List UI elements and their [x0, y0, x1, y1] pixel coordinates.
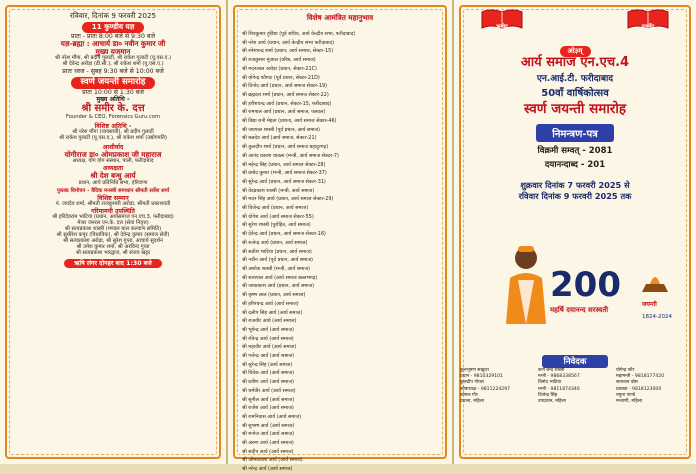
invitee-row: श्री गजेन्द्र आर्य (आर्य समाज): [242, 353, 295, 360]
contact-entry: प्रवक्ता - 9818123000: [616, 386, 662, 392]
logo-200: 200: [550, 265, 621, 305]
invitee-row: श्री ब्रह्मदत्त शर्मा (प्रधान, आर्य समाज सेक्टर-22): [242, 91, 329, 98]
chief-guest-title: Founder & CEO, Forensics Guru.com: [65, 113, 161, 120]
dayanandabd: दयानन्दाब्द - 201: [544, 160, 606, 171]
book-left-label: ऋग्वेद: [496, 24, 508, 30]
invitee-row: श्री राजवीर आर्य (आर्य समाज): [242, 318, 297, 325]
havan-kund-icon: [638, 272, 672, 296]
vikram-samvat: विक्रमी सम्वत् - 2081: [537, 146, 613, 157]
invitees-panel: [228, 0, 454, 473]
invitee-list: [242, 30, 438, 474]
yajna-heading: 11 कुण्डीय यज्ञ: [82, 22, 145, 32]
invitee-row: श्री दलीप सिंह आर्य (आर्य समाज): [242, 309, 303, 316]
schedule-column: [12, 10, 214, 454]
invitee-row: श्री सुभाष आर्य (आर्य समाज): [242, 422, 295, 429]
contact-entry: यमुना पाण्डे: [616, 392, 636, 398]
presence-line-4: श्री सुधीरेश कपूर (विधायिक), श्री देवेन्द्र कुमार (समाज सेवी): [56, 231, 170, 238]
yajman-line-2: श्री देवेन्द्र अरोड़ा (डी.सी.), श्री राकेश शर्मा (यू.एस.ए.): [62, 61, 164, 68]
anniversary-title: 50वाँ वार्षिकोत्सव: [541, 88, 609, 100]
nivedak-heading: निवेदक: [542, 355, 609, 368]
invitee-row: श्री महेन्द्र सिंह (प्रधान, आर्य समाज सेक्टर-28): [242, 161, 326, 168]
presence-line-5: श्री सत्यप्रकाश अरोड़ा, श्री सुरेश गुप्ता, आचार्य सुदर्शन: [63, 237, 163, 244]
org-subtitle: एन.आई.टी. फरीदाबाद: [536, 73, 614, 84]
contact-entry: मन्त्री - 9868338567: [538, 374, 580, 380]
invitee-row: श्री राजकुमार मुंजाल (वरिष्ठ, आर्य समाज): [242, 57, 316, 64]
dates-line-2: रविवार दिनांक 9 फरवरी 2025 तक: [518, 191, 632, 202]
president-title: प्रधान, आर्य प्रतिनिधि सभा, हरियाणा: [78, 179, 148, 186]
special-honour-heading: विशिष्ट सम्मान: [97, 194, 129, 202]
invitee-row: श्री मदन सिंह आर्य (प्रधान, आर्य समाज सेक्टर-29): [242, 196, 334, 203]
invitee-row: श्री रविन्द्र आर्य (आर्य समाज): [242, 335, 294, 342]
invitee-row: श्री सतीश भाटिया (प्रधान, आर्य समाज): [242, 248, 312, 255]
presence-line-6: श्री उमेश कुमार शर्मा, श्री अरविन्द गुप्ता: [76, 243, 150, 250]
presence-line-3: श्री सत्यप्रकाश शास्त्री (मण्डल बाल कल्याण समिति): [64, 225, 162, 232]
invitee-row: श्री ओमप्रकाश आर्य (आर्य समाज): [242, 457, 303, 464]
invitee-row: श्री योगेश आर्य (आर्य समाज सेक्टर-55): [242, 213, 314, 220]
invitee-row: श्री सुरेन्द्र सिंह (आर्य समाज): [242, 361, 293, 368]
swarna-heading: स्वर्ण जयन्ती समारोह: [71, 77, 156, 89]
dhwaja-time: प्रातः ध्वज - सुबह 9:30 बजे से 10:00 बजे: [62, 68, 164, 76]
invitee-row: श्री कृष्ण लाल (प्रधान, आर्य समाज): [242, 292, 306, 299]
swami-dayanand-portrait: [496, 240, 556, 324]
bicentenary-logo: [550, 265, 680, 338]
invitee-row: श्री सुरेश शास्त्री (पुरोहित, आर्य समाज): [242, 222, 311, 229]
invitation-badge: निमन्त्रण-पत्र: [536, 124, 613, 142]
invitees-heading: विशेष आमंत्रित महानुभाव: [306, 13, 374, 22]
special-guest-line-1: श्री नरेश मौंगा (व्यवसायी), श्री प्रदीप गुलाटी: [72, 129, 154, 136]
contact-entry: प्रधान - 9810329101: [460, 374, 503, 380]
invitee-row: श्री अशोक शास्त्री (मन्त्री, आर्य समाज): [242, 265, 310, 272]
special-honour-line: पं. जयदेव शर्मा, श्रीमती राजकुमारी अरोड़ा, श्रीमती प्रकाशवती: [55, 200, 171, 207]
invitee-row: श्री वेदप्रकाश शास्त्री (मन्त्री, आर्य समाज): [242, 187, 315, 194]
invitee-row: श्री रमेशचन्द्र शर्मा (प्रधान, आर्य समाज, सेक्टर-15): [242, 48, 334, 55]
contact-entry: महामन्त्री - 9818177420: [616, 374, 665, 380]
yajna-time: प्रातः - प्रातः 8:00 बजे से 9:30 बजे: [70, 32, 156, 40]
invitee-row: श्री रामनिवास आर्य (आर्य समाज): [242, 413, 302, 420]
invitee-row: श्री शिवकुमार हुडिया (पूर्व सचिव, आर्य केन्द्रीय सभा, फरीदाबाद): [242, 31, 356, 37]
contacts-block: [460, 368, 690, 405]
contact-entry: विजेन्द्र सिंह: [538, 392, 558, 398]
langar-banner: ऋषि लंगर दोपहर बाद 1:30 बजे: [64, 259, 162, 268]
invitee-row: श्री प्रमोद कुमार (मन्त्री, आर्य समाज सेक्टर-37): [242, 170, 327, 177]
invitee-row: श्री भूपेन्द्र आर्य (आर्य समाज): [242, 326, 294, 333]
presence-heading: गरिमामयी उपस्थिति: [91, 207, 135, 215]
invitee-row: श्री विद्या रानी मेहता (प्रधाना, आर्य समाज सेक्टर-46): [242, 118, 337, 125]
invitee-row: श्री बलदेव आर्य (आर्य समाज, सेक्टर-21): [242, 135, 317, 142]
invitee-row: श्री रामपाल आर्य (प्रधान, आर्य समाज, पलवल): [242, 109, 326, 116]
chief-guest-heading: मुख्य अतिथि -: [96, 96, 130, 104]
invitee-row: श्री राजेन्द्र आर्य (प्रधान, आर्य समाज): [242, 239, 308, 246]
invitee-row: श्री अरुण आर्य (आर्य समाज): [242, 440, 294, 447]
contact-entry: कोमल गौर: [460, 392, 478, 398]
logo-line-2: जयन्ती: [642, 301, 657, 308]
invitee-row: श्री योगेन्द्र फौगाट (पूर्व प्रधान, सेक्टर-21D): [242, 74, 320, 81]
invitee-row: श्री राजेश आर्य (आर्य समाज): [242, 405, 294, 412]
logo-line-1: महर्षि दयानन्द सरस्वती: [550, 306, 609, 314]
blessing-title: अध्यक्ष, योग योग संस्थान, पाली, फरीदाबाद: [72, 158, 154, 165]
invitee-row: श्री कुलदीप शर्मा (प्रधान, आर्य समाज बहादुरगढ़): [242, 144, 329, 151]
special-guest-heading: विशिष्ट अतिथि -: [94, 122, 132, 130]
invitee-row: श्री संदीप आर्य (आर्य समाज): [242, 448, 294, 455]
contact-entry: कर्ण चन्द शास्त्री: [538, 368, 565, 373]
contact-entry: मन्त्री - 9811874346: [538, 386, 580, 392]
invitee-row: श्री जयप्रकाश आर्य (प्रधान, आर्य समाज): [242, 283, 315, 290]
contact-entry: सत्यवान बोस: [616, 380, 638, 386]
contact-entry: कोषाध्यक्ष - 9811224297: [460, 386, 511, 392]
blessing-name: योगीराज डा० ओमप्रकाश जी महाराज: [64, 150, 162, 160]
invitee-row: श्री हरिश्चन्द्र आर्य (आर्य समाज): [242, 300, 299, 307]
book-right-label: यजुर्वेद: [641, 24, 655, 30]
contact-entry: कुलभूषण सखूजा: [460, 368, 489, 373]
invitee-row: श्री विजेन्द्र आर्य (प्रधान, आर्य समाज): [242, 205, 309, 212]
cover-panel: [454, 0, 696, 464]
presence-line-1: श्री हरिदेवराम भाटिया (प्रधान, आर्यसमाज एन.एच.3, फरीदाबाद): [52, 213, 174, 220]
invitee-row: श्री प्रवीण आर्य (आर्य समाज): [242, 379, 294, 386]
invitee-row: श्री नरेश आर्य (प्रधान, आर्य केन्द्रीय सभा फरीदाबाद): [242, 39, 334, 46]
president-name: श्री देश बन्धु आर्य: [90, 171, 136, 181]
special-guest-line-2: श्री राकेश गुलाटी (यू.एस.ए.), श्री राकेश शर्मा (उद्योगपति): [59, 135, 167, 141]
invitee-row: श्री जयपाल शास्त्री (पूर्व प्रधान, आर्य समाज): [242, 126, 320, 133]
invitee-row: श्री मदनलाल अरोड़ा (प्रधान, सेक्टर-21C): [242, 65, 317, 72]
golden-jubilee-title: स्वर्ण जयन्ती समारोह: [524, 100, 626, 117]
swarna-time: प्रातः 10:00 से 1:30 बजे: [82, 89, 144, 97]
contact-entry: मन्त्राणी, महिला: [616, 399, 643, 405]
om-badge: ओ३म्: [560, 46, 591, 57]
invitee-row: श्री धर्मवीर आर्य (आर्य समाज): [242, 387, 296, 394]
book-release: पुस्तक विमोचन - वैदिक मनस्वी समाधान श्रीमती सर्वेश शर्मा: [56, 187, 170, 194]
yajman-heading: मुख्य यजमान: [95, 46, 131, 56]
blessing-heading: आशीर्वाद: [102, 143, 124, 151]
presence-line-7: श्री सत्यप्रकाश भारद्वाज, श्री संजय खट्टर: [75, 249, 151, 256]
org-title: आर्य समाज एन.एच.4: [520, 55, 630, 70]
contact-entry: विनोद भाटिया: [538, 380, 562, 386]
chief-guest-name: श्री समीर के. दत्त: [81, 103, 145, 115]
logo-years: 1824-2024: [642, 314, 672, 320]
invitee-row: श्री नरेन्द्र आर्य (आर्य समाज): [242, 466, 293, 473]
president-heading: अध्यक्षता: [102, 165, 124, 173]
contact-entry: कुलदीप गोयल: [460, 380, 484, 386]
invitee-row: श्री सुनील आर्य (आर्य समाज): [242, 396, 295, 403]
invitee-row: श्री आनंद प्रकाश चावला (मन्त्री, आर्य समाज सेक्टर-7): [242, 152, 339, 159]
yajman-line-1: श्री नरेश मौंगा, श्री प्रदीप गुलाटी, श्री राकेश गुलाटी (यू.एस.ए.): [54, 55, 172, 62]
yajna-brahma: यज्ञ-ब्रह्मा : आचार्य डा० नवीन कुमार जी: [60, 38, 166, 48]
invitee-row: श्री देवेन्द्र आर्य (प्रधान, आर्य समाज सेक्टर-16): [242, 231, 326, 238]
schedule-panel: [0, 0, 228, 464]
contact-entry: उपप्रधान, महिला: [538, 399, 566, 405]
contact-entry: प्रधाना, महिला: [460, 399, 484, 405]
date-line: रविवार, दिनांक 9 फरवरी 2025: [69, 11, 157, 20]
dates-line-1: शुक्रवार दिनांक 7 फरवरी 2025 से: [520, 179, 630, 190]
invitee-row: श्री हरीशचन्द्र आर्य (प्रधान, सेक्टर-15, फरीदाबाद): [242, 100, 332, 107]
invitee-row: श्री सत्यपाल आर्य (आर्य समाज बल्लभगढ़): [242, 274, 318, 281]
invitee-row: श्री सुरेन्द्र आर्य (प्रधान, आर्य समाज सेक्टर-31): [242, 178, 326, 185]
presence-line-2: मेजर जनरल एन.के. दत्त (सेवा निवृत्त): [77, 219, 149, 226]
invitee-row: श्री नवीन आर्य (पूर्व प्रधान, आर्य समाज): [242, 257, 313, 264]
invitee-row: श्री विवेक आर्य (आर्य समाज): [242, 370, 295, 377]
invitee-row: श्री महावीर आर्य (आर्य समाज): [242, 344, 297, 351]
invitee-row: श्री विनोद आर्य (प्रधान, आर्य समाज सेक्टर-19): [242, 83, 327, 90]
contacts-grid: [460, 368, 690, 405]
invitee-row: श्री मनोज आर्य (आर्य समाज): [242, 431, 295, 438]
contact-entry: योगेन्द्र फौर: [616, 368, 635, 373]
